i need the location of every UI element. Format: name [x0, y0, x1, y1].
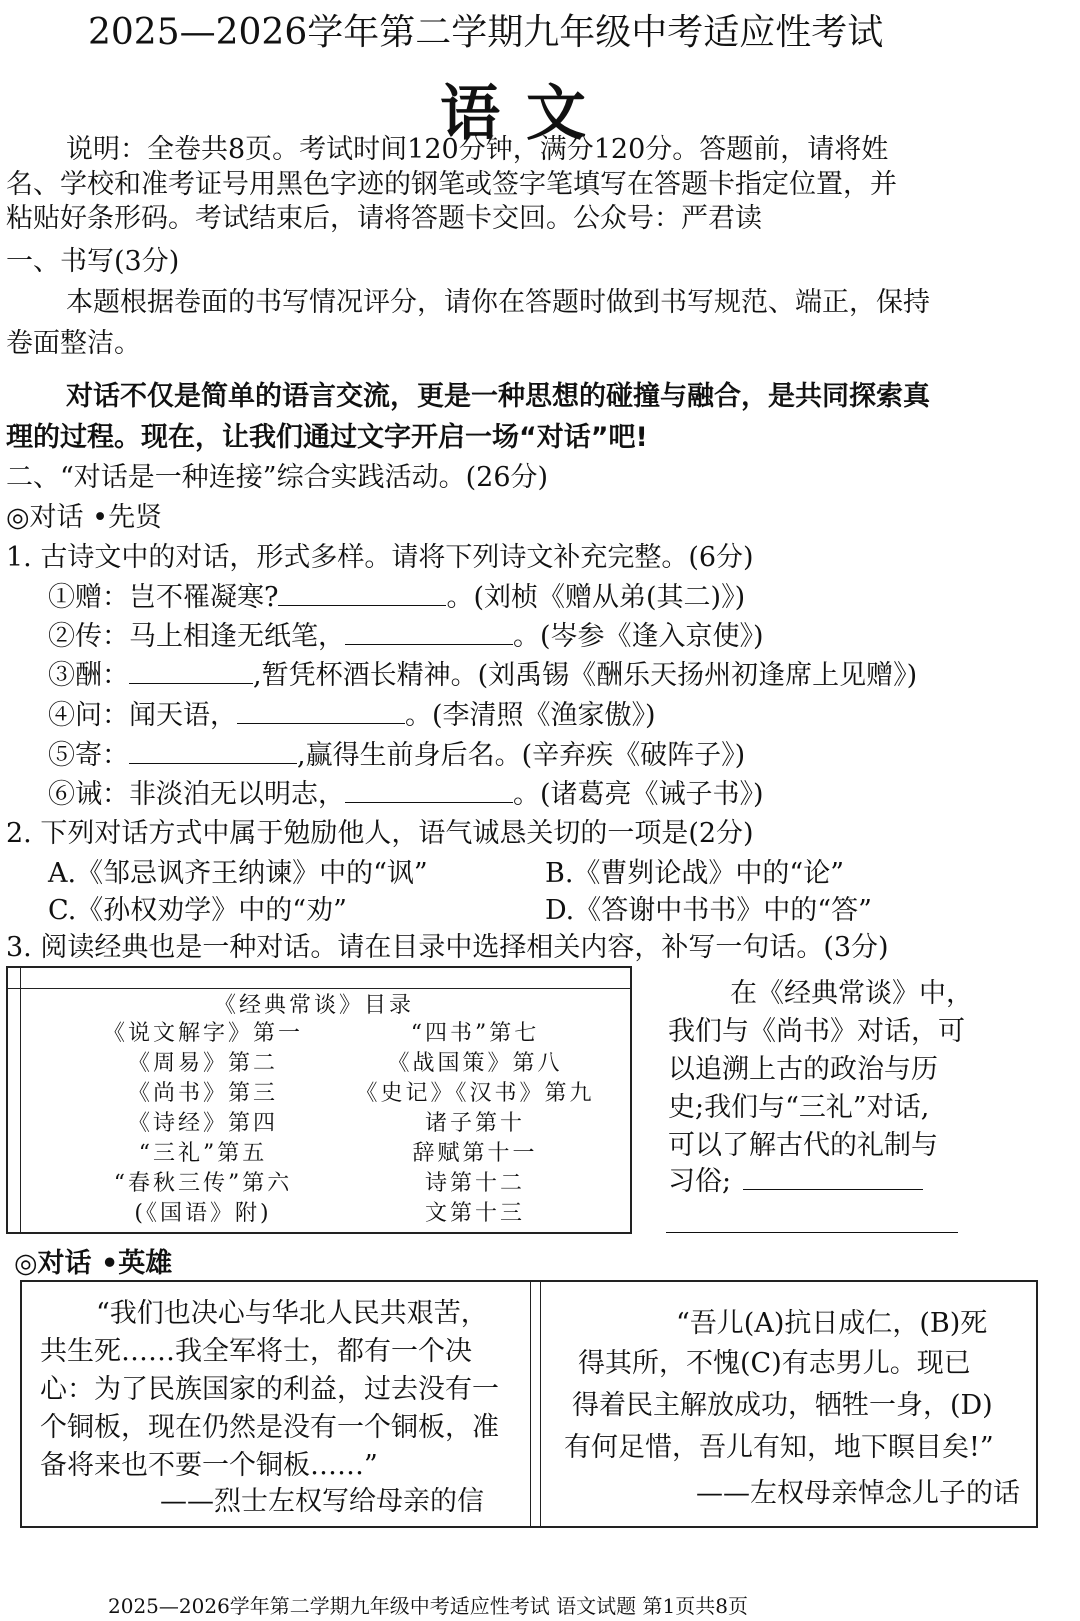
- subsection-sages: ◎对话 •先贤: [6, 502, 163, 533]
- toc-right-entry-7: 文第十三: [424, 1201, 525, 1226]
- answer-blank[interactable]: [345, 778, 513, 803]
- toc-right-entry-6: 诗第十二: [424, 1171, 525, 1196]
- mother-words-line-3: 得着民主解放成功，牺牲一身，(D): [572, 1390, 993, 1421]
- mother-words-line-1: “吾儿(A)抗日成仁，(B)死: [676, 1308, 988, 1339]
- q1-item-3: ③酬： ,暂凭杯酒长精神。(刘禹锡《酬乐天扬州初逢席上见赠》): [48, 660, 918, 691]
- answer-blank[interactable]: [278, 581, 446, 606]
- section-1-text-1: 本题根据卷面的书写情况评分，请你在答题时做到书写规范、端正，保持: [66, 287, 930, 318]
- instructions-line-2: 名、学校和准考证号用黑色字迹的钢笔或签字笔填写在答题卡指定位置，并: [6, 169, 897, 200]
- question-1-stem: 1. 古诗文中的对话，形式多样。请将下列诗文补充完整。(6分): [6, 542, 754, 573]
- question-3-stem: 3. 阅读经典也是一种对话。请在目录中选择相关内容，补写一句话。(3分): [6, 932, 889, 963]
- q2-option-a[interactable]: A.《邹忌讽齐王纳谏》中的“讽”: [48, 858, 428, 889]
- q1-item-6: ⑥诫：非淡泊无以明志， 。(诸葛亮《诫子书》): [48, 779, 764, 810]
- toc-left-entry-7: (《国语》附): [134, 1201, 272, 1226]
- intro-line-1: 对话不仅是简单的语言交流，更是一种思想的碰撞与融合，是共同探索真: [66, 381, 930, 412]
- page-footer: 2025—2026学年第二学期九年级中考适应性考试 语文试题 第1页共8页: [108, 1594, 748, 1618]
- hero-letter-source: ——烈士左权写给母亲的信: [160, 1486, 484, 1517]
- answer-blank[interactable]: [129, 739, 297, 764]
- mother-words-line-2: 得其所，不愧(C)有志男儿。现已: [578, 1348, 971, 1379]
- q2-option-c[interactable]: C.《孙权劝学》中的“劝”: [48, 895, 347, 926]
- toc-right-entry-3: 《史记》《汉书》第九: [355, 1081, 595, 1106]
- q3-side-line-4: 史;我们与“三礼”对话,: [668, 1092, 930, 1123]
- subsection-heroes: ◎对话 •英雄: [14, 1248, 173, 1279]
- toc-left-entry-4: 《诗经》第四: [127, 1111, 278, 1136]
- section-1-heading: 一、书写(3分): [6, 246, 180, 277]
- toc-left-rule: [20, 966, 21, 1234]
- heroes-divider-2: [540, 1280, 541, 1528]
- instructions-line-1: 说明：全卷共8页。考试时间120分钟，满分120分。答题前，请将姓: [66, 134, 889, 165]
- toc-left-entry-3: 《尚书》第三: [127, 1081, 278, 1106]
- hero-letter-line-3: 心：为了民族国家的利益，过去没有一: [40, 1374, 499, 1405]
- intro-line-2: 理的过程。现在，让我们通过文字开启一场“对话”吧!: [6, 422, 648, 453]
- q2-option-b[interactable]: B.《曹刿论战》中的“论”: [545, 858, 845, 889]
- section-1-text-2: 卷面整洁。: [6, 328, 141, 359]
- q3-side-line-5: 可以了解古代的礼制与: [668, 1130, 938, 1161]
- toc-right-entry-2: 《战国策》第八: [387, 1051, 563, 1076]
- q1-item-1: ①赠：岂不罹凝寒? 。(刘桢《赠从弟(其二)》): [48, 582, 746, 613]
- q3-side-line-6: 习俗;: [668, 1164, 923, 1200]
- mother-words-line-4: 有何足惜，吾儿有知，地下瞑目矣!”: [564, 1432, 994, 1463]
- hero-letter-line-1: “我们也决心与华北人民共艰苦，: [96, 1298, 488, 1329]
- hero-letter-line-2: 共生死……我全军将士，都有一个决: [40, 1336, 472, 1367]
- heroes-divider: [530, 1280, 531, 1528]
- answer-blank[interactable]: [129, 659, 253, 684]
- hero-letter-line-5: 备将来也不要一个铜板……”: [40, 1450, 378, 1481]
- toc-title: 《经典常谈》目录: [214, 993, 415, 1018]
- answer-blank[interactable]: [345, 620, 513, 645]
- question-2-stem: 2. 下列对话方式中属于勉励他人，语气诚恳关切的一项是(2分): [6, 818, 754, 849]
- mother-words-source: ——左权母亲悼念儿子的话: [696, 1478, 1020, 1509]
- section-2-heading: 二、“对话是一种连接”综合实践活动。(26分): [6, 462, 549, 493]
- toc-left-entry-5: “三礼”第五: [138, 1141, 268, 1166]
- toc-right-entry-5: 辞赋第十一: [412, 1141, 538, 1166]
- q3-side-line-3: 以追溯上古的政治与历: [668, 1054, 938, 1085]
- toc-left-entry-1: 《说文解字》第一: [102, 1021, 303, 1046]
- exam-title: 2025—2026学年第二学期九年级中考适应性考试: [88, 12, 884, 53]
- q1-item-4: ④问：闻天语， 。(李清照《渔家傲》): [48, 700, 656, 731]
- q1-item-2: ②传：马上相逢无纸笔， 。(岑参《逢入京使》): [48, 621, 764, 652]
- q2-option-d[interactable]: D.《答谢中书书》中的“答”: [545, 895, 872, 926]
- toc-right-entry-1: “四书”第七: [410, 1021, 540, 1046]
- answer-blank[interactable]: [743, 1165, 923, 1190]
- q3-side-line-2: 我们与《尚书》对话，可: [668, 1016, 965, 1047]
- answer-blank-line-2[interactable]: [666, 1232, 958, 1233]
- hero-letter-line-4: 个铜板，现在仍然是没有一个铜板，准: [40, 1412, 499, 1443]
- instructions-line-3: 粘贴好条形码。考试结束后，请将答题卡交回。公众号：严君读: [6, 203, 762, 234]
- subject-title: 语文: [440, 79, 612, 149]
- toc-left-entry-2: 《周易》第二: [127, 1051, 278, 1076]
- q3-side-line-1: 在《经典常谈》中，: [730, 978, 973, 1009]
- toc-right-entry-4: 诸子第十: [424, 1111, 525, 1136]
- toc-left-entry-6: “春秋三传”第六: [113, 1171, 293, 1196]
- q1-item-5: ⑤寄： ,赢得生前身后名。(辛弃疾《破阵子》): [48, 740, 746, 771]
- answer-blank[interactable]: [237, 699, 405, 724]
